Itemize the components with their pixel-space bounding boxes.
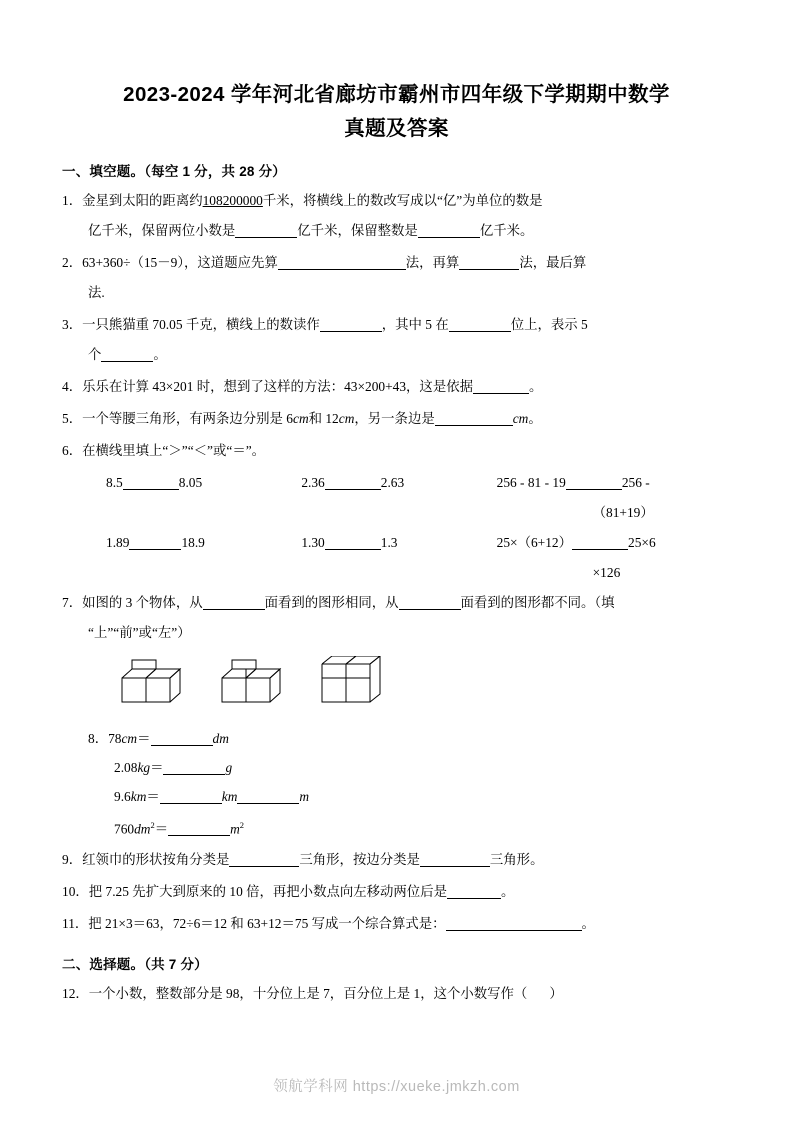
blank[interactable] [235, 222, 297, 238]
question-6-row-2 [62, 528, 731, 588]
value-left: 1.30 [301, 535, 325, 550]
unit: dm [134, 821, 151, 837]
question-10-number: 10． [62, 884, 89, 900]
question-4 [62, 372, 731, 402]
question-1-text-5: 亿千米。 [479, 223, 534, 238]
compare-cell [106, 468, 301, 528]
question-7-text-1: 如图的 3 个物体，从 [82, 595, 203, 610]
question-1 [62, 186, 731, 246]
value-right-continued: （81+19） [592, 505, 654, 520]
question-3 [62, 310, 731, 370]
compare-cell [301, 468, 496, 528]
question-5-unit-2: cm [338, 411, 355, 426]
equals: ＝ [154, 821, 169, 837]
value-right: 1.3 [380, 535, 398, 550]
value-right: 256 - [621, 475, 650, 490]
question-2-line-2 [62, 278, 731, 308]
value-right: 25×6 [628, 535, 656, 550]
question-11-number: 11． [62, 916, 89, 932]
title-line-1: 2023-2024 学年河北省廊坊市霸州市四年级下学期期中数学 [123, 83, 670, 106]
unit: cm [121, 731, 138, 746]
blank[interactable] [203, 594, 265, 610]
blank[interactable] [435, 410, 513, 426]
unit: km [221, 789, 238, 804]
question-8-line-1 [88, 724, 731, 753]
question-5-number: 5． [62, 411, 83, 426]
question-9-number: 9． [62, 852, 83, 868]
equals: ＝ [150, 760, 164, 775]
question-1-number-value: 108200000 [202, 193, 263, 208]
unit: g [225, 760, 233, 775]
question-7 [62, 588, 731, 648]
equals: ＝ [137, 731, 151, 746]
question-5-text-4: 。 [528, 411, 542, 426]
title-line-2: 真题及答案 [344, 117, 449, 140]
question-2 [62, 248, 731, 308]
question-3-text-1: 一只熊猫重 70.05 千克，横线上的数读作 [82, 317, 320, 332]
unit: kg [137, 760, 151, 775]
equals: ＝ [146, 789, 160, 804]
question-9-text-3: 三角形。 [489, 852, 544, 868]
question-6 [62, 436, 731, 466]
question-4-text-1: 乐乐在计算 43×201 时，想到了这样的方法：43×200+43，这是依据 [82, 379, 473, 394]
section-heading-fill-blanks: 一、填空题。（每空 1 分，共 28 分） [62, 164, 286, 179]
blank[interactable] [418, 222, 480, 238]
question-2-text-4: 法. [88, 285, 105, 300]
blank[interactable] [229, 851, 299, 867]
compare-cell [497, 528, 731, 588]
question-5-text-3: ，另一条边是 [354, 411, 435, 426]
question-9-text-1: 红领巾的形状按角分类是 [82, 852, 230, 868]
compare-cell [106, 528, 301, 588]
value: 78 [108, 731, 122, 746]
question-6-prompt: 在横线里填上“＞”“＜”或“＝”。 [82, 443, 266, 458]
value: 2.08 [114, 760, 138, 775]
question-4-text-2: 。 [529, 379, 543, 394]
question-3-text-3: 位上，表示 5 [510, 317, 588, 332]
blank[interactable] [151, 730, 213, 746]
blank[interactable] [420, 851, 490, 867]
blank[interactable] [163, 759, 225, 775]
question-2-text-3: 法，最后算 [519, 255, 587, 270]
question-5-unit-1: cm [293, 411, 309, 426]
question-11-text-1: 把 21×3＝63，72÷6＝12 和 63+12＝75 写成一个综合算式是： [88, 916, 446, 932]
blank[interactable] [566, 474, 622, 490]
watermark: 领航学科网 https://xueke.jmkzh.com [273, 1079, 520, 1095]
question-12 [62, 979, 731, 1009]
question-2-number: 2． [62, 255, 83, 270]
question-7-text-2: 面看到的图形相同，从 [264, 595, 399, 610]
question-12-text-2: ） [549, 986, 563, 1002]
blank[interactable] [237, 788, 299, 804]
blank[interactable] [399, 594, 461, 610]
question-8-line-2 [88, 753, 731, 782]
question-10-text-1: 把 7.25 先扩大到原来的 10 倍，再把小数点向左移动两位后是 [88, 884, 447, 900]
cube-figures-svg [114, 656, 434, 718]
unit: m [299, 789, 310, 804]
question-11-text-2: 。 [581, 916, 595, 932]
question-10-text-2: 。 [500, 884, 515, 900]
question-1-text-2: 千米，将横线上的数改写成以“亿”为单位的数是 [262, 193, 543, 208]
question-3-number: 3． [62, 317, 83, 332]
blank[interactable] [325, 474, 381, 490]
blank[interactable] [447, 883, 501, 899]
question-3-text-2: ，其中 5 在 [381, 317, 449, 332]
question-3-line-2 [62, 340, 731, 370]
unit-exponent: 2 [239, 820, 245, 830]
value-left: 1.89 [106, 535, 130, 550]
compare-cell [301, 528, 496, 588]
question-8-line-4 [88, 811, 731, 843]
question-1-line-2 [62, 216, 731, 246]
question-2-text-1: 63+360÷（15－9），这道题应先算 [82, 255, 278, 270]
question-3-text-4: 个 [88, 347, 102, 362]
blank[interactable] [278, 254, 406, 270]
unit: km [130, 789, 147, 804]
blank[interactable] [449, 316, 511, 332]
question-9 [62, 845, 731, 875]
compare-cell [497, 468, 731, 528]
question-5-unit-3: cm [512, 411, 529, 426]
blank[interactable] [123, 474, 179, 490]
question-8-number: 8． [88, 731, 109, 746]
value-left: 2.36 [301, 475, 325, 490]
question-1-text-3: 亿千米，保留两位小数是 [88, 223, 236, 238]
question-12-text-1: 一个小数，整数部分是 98，十分位上是 7，百分位上是 1，这个小数写作（ [88, 986, 528, 1002]
question-7-figures [62, 656, 731, 718]
question-11 [62, 909, 731, 939]
question-1-number: 1． [62, 193, 83, 208]
question-6-row-1 [62, 468, 731, 528]
question-1-text-1: 金星到太阳的距离约 [82, 193, 203, 208]
blank[interactable] [473, 378, 529, 394]
value-right: 8.05 [178, 475, 203, 490]
blank[interactable] [325, 534, 381, 550]
blank[interactable] [572, 534, 628, 550]
value: 760 [114, 821, 135, 837]
value-left: 25×（6+12） [496, 535, 572, 550]
unit: m [230, 821, 240, 837]
question-6-number: 6． [62, 443, 83, 458]
blank[interactable] [459, 254, 519, 270]
blank[interactable] [101, 346, 153, 362]
unit-exponent: 2 [150, 820, 155, 830]
blank[interactable] [168, 820, 230, 836]
blank[interactable] [320, 316, 382, 332]
question-5-text-2: 和 12 [308, 411, 339, 426]
question-5-text-1: 一个等腰三角形，有两条边分别是 6 [82, 411, 293, 426]
figure-2 [222, 656, 280, 702]
blank[interactable] [129, 534, 181, 550]
question-7-line-2 [62, 618, 731, 648]
question-3-text-5: 。 [153, 347, 167, 362]
blank[interactable] [160, 788, 222, 804]
question-9-text-2: 三角形，按边分类是 [299, 852, 420, 868]
figure-1 [122, 656, 180, 702]
value-right: 18.9 [181, 535, 205, 550]
question-12-number: 12． [62, 986, 89, 1002]
question-2-text-2: 法，再算 [405, 255, 460, 270]
question-4-number: 4． [62, 379, 83, 394]
page-title [62, 78, 731, 146]
value: 9.6 [114, 789, 131, 804]
question-5 [62, 404, 731, 434]
figure-3 [322, 656, 380, 702]
section-heading-multiple-choice: 二、选择题。（共 7 分） [62, 957, 208, 973]
question-7-number: 7． [62, 595, 83, 610]
value-left: 256 - 81 - 19 [496, 475, 566, 490]
question-7-text-4: “上”“前”或“左”） [88, 625, 191, 640]
question-8 [62, 724, 731, 843]
question-10 [62, 877, 731, 907]
question-1-text-4: 亿千米，保留整数是 [297, 223, 418, 238]
unit: dm [212, 731, 229, 746]
value-right-continued: ×126 [592, 565, 621, 580]
blank[interactable] [446, 915, 582, 931]
value-left: 8.5 [106, 475, 123, 490]
value-right: 2.63 [380, 475, 405, 490]
question-7-text-3: 面看到的图形都不同。（填 [460, 595, 615, 610]
question-8-line-3 [88, 782, 731, 811]
